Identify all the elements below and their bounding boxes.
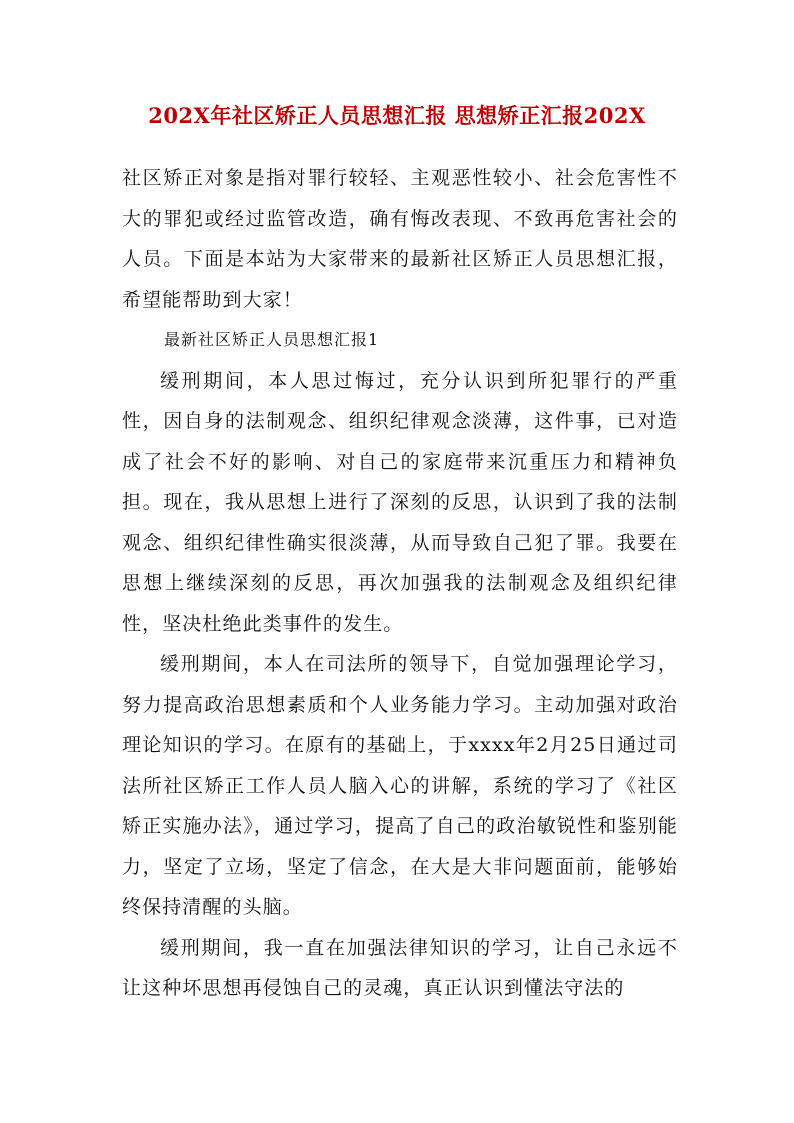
body-paragraph-2: 缓刑期间，本人在司法所的领导下，自觉加强理论学习，努力提高政治思想素质和个人业务能力学习。主动加强对政治理论知识的学习。在原有的基础上，于xxxx年2月25日通过司法所社区矫正工作人员人脑入心的讲解，系统的学习了《社区矫正实施办法》，通过学习，提高了自己的政治敏锐性和鉴别能力，坚定了立场，坚定了信念，在大是大非问题面前，能够始终保持清醒的头脑。 [122,653,678,918]
section-heading: 最新社区矫正人员思想汇报1 [164,330,380,349]
document-body [122,158,678,1009]
document-title: 202X年社区矫正人员思想汇报 思想矫正汇报202X [148,103,646,128]
intro-paragraph: 社区矫正对象是指对罪行较轻、主观恶性较小、社会危害性不大的罪犯或经过监管改造，确有悔改表现、不致再危害社会的人员。下面是本站为大家带来的最新社区矫正人员思想汇报，希望能帮助到大家！ [122,167,678,311]
body-paragraph-3: 缓刑期间，我一直在加强法律知识的学习，让自己永远不让这种坏思想再侵蚀自己的灵魂，真正认识到懂法守法的 [122,936,678,999]
body-paragraph-1: 缓刑期间，本人思过悔过，充分认识到所犯罪行的严重性，因自身的法制观念、组织纪律观念淡薄，这件事，已对造成了社会不好的影响、对自己的家庭带来沉重压力和精神负担。现在，我从思想上进行了深刻的反思，认识到了我的法制观念、组织纪律性确实很淡薄，从而导致自己犯了罪。我要在思想上继续深刻的反思，再次加强我的法制观念及组织纪律性，坚决杜绝此类事件的发生。 [122,369,678,635]
